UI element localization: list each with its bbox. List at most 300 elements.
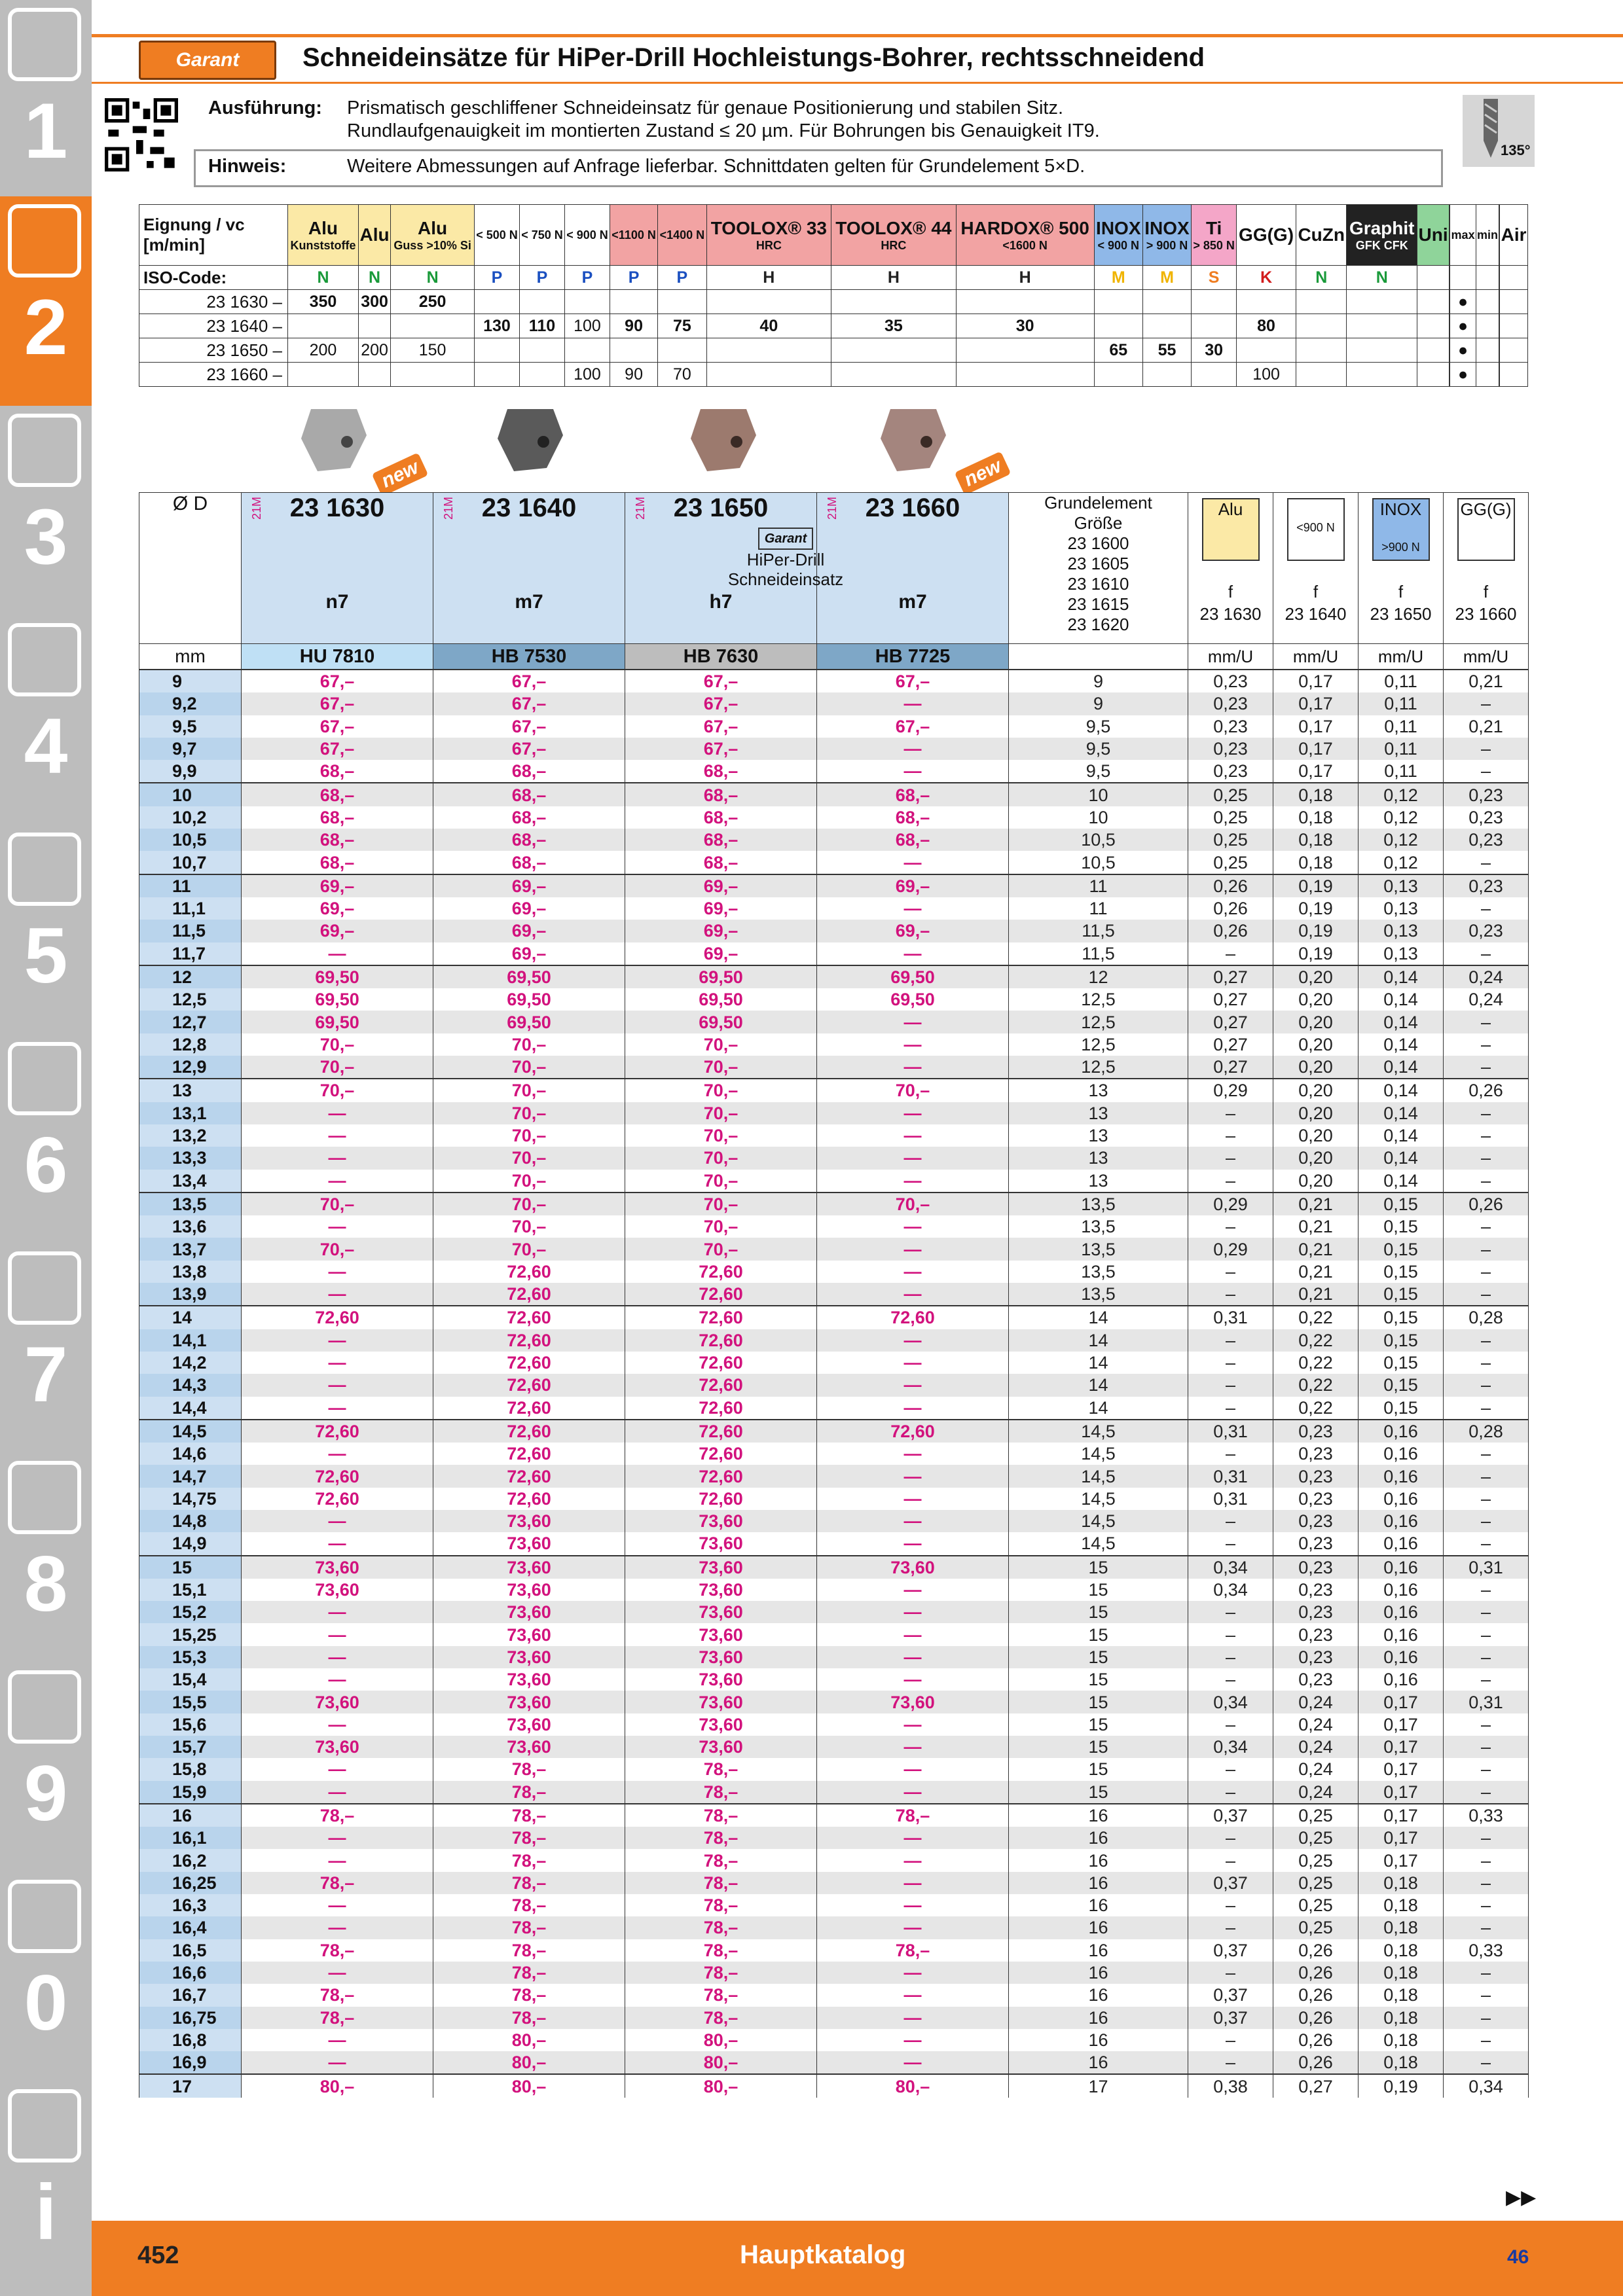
sidebar-chapter-7[interactable]: [0, 1244, 92, 1453]
price-cell: —: [817, 1668, 1009, 1691]
cutting-speed-cell: [519, 338, 564, 363]
cutting-speed-cell: [564, 290, 610, 314]
material-subtitle: < 900 N: [1097, 238, 1140, 252]
table-row: [139, 1488, 1529, 1510]
feed-value-cell: –: [1444, 1238, 1529, 1260]
sidebar-chapter-3[interactable]: [0, 406, 92, 615]
price-cell: 69,50: [242, 965, 433, 988]
feed-value-cell: 0,20: [1273, 1079, 1359, 1102]
price-cell: 78,–: [242, 1872, 433, 1894]
diameter-cell: 13,5: [139, 1193, 242, 1215]
feed-value-cell: 0,27: [1188, 1056, 1273, 1079]
feed-value-cell: 0,17: [1359, 1804, 1444, 1827]
cutting-speed-cell: 40: [706, 314, 831, 338]
feed-article-code: 23 1650: [1370, 604, 1432, 624]
cutting-speed-cell: 100: [564, 314, 610, 338]
cutting-speed-cell: [1094, 290, 1142, 314]
grundelement-size-cell: 13,5: [1009, 1215, 1188, 1238]
price-cell: 72,60: [625, 1465, 817, 1487]
grundelement-size-cell: 16: [1009, 1849, 1188, 1871]
diameter-cell: 13,1: [139, 1102, 242, 1124]
price-cell: —: [817, 1011, 1009, 1033]
table-row: [139, 1465, 1529, 1487]
cutting-speed-cell: [706, 290, 831, 314]
grundelement-size-cell: 17: [1009, 2074, 1188, 2097]
price-cell: 78,–: [433, 1781, 625, 1804]
iso-code-cell: [1476, 266, 1499, 290]
sidebar-chapter-1[interactable]: [0, 0, 92, 209]
sidebar-chapter-6[interactable]: [0, 1034, 92, 1244]
grundelement-size-cell: 14: [1009, 1397, 1188, 1420]
cutting-speed-cell: 75: [658, 314, 706, 338]
sidebar-chapter-i[interactable]: [0, 2081, 92, 2291]
feed-value-cell: –: [1188, 1261, 1273, 1283]
material-subtitle: < 750 N: [521, 228, 563, 242]
iso-code-cell: N: [288, 266, 359, 290]
price-cell: 78,–: [625, 1894, 817, 1916]
feed-value-cell: 0,21: [1273, 1238, 1359, 1260]
cutting-speed-cell: 90: [610, 363, 657, 387]
feed-value-cell: 0,33: [1444, 1939, 1529, 1962]
iso-code-cell: H: [706, 266, 831, 290]
feed-unit: mm/U: [1273, 644, 1359, 670]
cutting-speed-cell: [1500, 338, 1528, 363]
feed-value-cell: 0,16: [1359, 1532, 1444, 1555]
grundelement-size-cell: 9: [1009, 692, 1188, 715]
feed-value-cell: –: [1444, 897, 1529, 920]
table-row: [139, 670, 1529, 692]
diameter-cell: 16,3: [139, 1894, 242, 1916]
feed-value-cell: 0,13: [1359, 897, 1444, 920]
feed-value-cell: 0,16: [1359, 1646, 1444, 1668]
product-table: [139, 492, 1529, 2098]
feed-value-cell: 0,14: [1359, 1011, 1444, 1033]
iso-code-cell: [1450, 266, 1476, 290]
feed-value-cell: 0,23: [1444, 874, 1529, 897]
product-code: 23 1640: [481, 493, 577, 522]
suitability-row: [139, 363, 1528, 387]
diameter-cell: 14,5: [139, 1420, 242, 1443]
price-cell: —: [242, 1623, 433, 1645]
feed-value-cell: 0,27: [1188, 988, 1273, 1011]
price-cell: 72,60: [433, 1261, 625, 1283]
feed-value-cell: 0,23: [1444, 806, 1529, 829]
grundelement-size-cell: 10: [1009, 806, 1188, 829]
cutting-speed-cell: 110: [519, 314, 564, 338]
iso-code-cell: [1500, 266, 1528, 290]
brand-sub-2: Schneideinsatz: [727, 569, 844, 589]
price-cell: —: [242, 1532, 433, 1555]
price-cell: —: [817, 1147, 1009, 1169]
price-cell: 68,–: [433, 829, 625, 851]
feed-value-cell: –: [1444, 1962, 1529, 1984]
price-cell: 80,–: [625, 2074, 817, 2097]
feed-value-cell: 0,23: [1188, 670, 1273, 692]
price-cell: —: [817, 1102, 1009, 1124]
price-cell: 72,60: [433, 1329, 625, 1352]
material-title: TOOLOX® 44: [835, 217, 952, 238]
diameter-cell: 10: [139, 783, 242, 806]
feed-value-cell: 0,17: [1273, 738, 1359, 760]
feed-value-cell: 0,15: [1359, 1193, 1444, 1215]
iso-code-cell: K: [1237, 266, 1296, 290]
price-cell: 72,60: [433, 1283, 625, 1306]
diameter-cell: 15,7: [139, 1736, 242, 1758]
coating-grade-0: HU 7810: [242, 644, 433, 670]
cutting-speed-cell: [1094, 363, 1142, 387]
price-cell: 78,–: [433, 1894, 625, 1916]
table-row: [139, 1261, 1529, 1283]
feed-value-cell: 0,17: [1359, 1713, 1444, 1736]
grundelement-size-cell: 15: [1009, 1623, 1188, 1645]
price-cell: —: [817, 1849, 1009, 1871]
price-cell: —: [817, 1283, 1009, 1306]
feed-value-cell: 0,15: [1359, 1261, 1444, 1283]
feed-value-cell: 0,16: [1359, 1601, 1444, 1623]
feed-material-box: [1287, 498, 1345, 561]
cutting-speed-cell: 55: [1142, 338, 1191, 363]
price-cell: 78,–: [433, 1872, 625, 1894]
grundelement-size-cell: 9,5: [1009, 738, 1188, 760]
price-cell: —: [817, 738, 1009, 760]
diameter-cell: 14,7: [139, 1465, 242, 1487]
feed-value-cell: 0,23: [1273, 1488, 1359, 1510]
feed-value-cell: –: [1444, 1124, 1529, 1147]
feed-value-cell: –: [1188, 1352, 1273, 1374]
feed-value-cell: –: [1444, 1374, 1529, 1396]
diameter-cell: 13,6: [139, 1215, 242, 1238]
feed-value-cell: 0,26: [1188, 920, 1273, 942]
cutting-speed-cell: [1237, 338, 1296, 363]
price-cell: 78,–: [433, 1916, 625, 1939]
table-row: [139, 692, 1529, 715]
price-cell: 68,–: [242, 806, 433, 829]
product-prefix: 21M: [442, 497, 455, 520]
feed-value-cell: 0,21: [1273, 1261, 1359, 1283]
cutting-speed-cell: [1347, 338, 1417, 363]
diameter-cell: 14,6: [139, 1443, 242, 1465]
grundelement-size-cell: 12,5: [1009, 1056, 1188, 1079]
price-cell: 80,–: [625, 2051, 817, 2074]
coating-grade-3: HB 7725: [817, 644, 1009, 670]
diameter-cell: 14,9: [139, 1532, 242, 1555]
diameter-cell: 13,9: [139, 1283, 242, 1306]
grundelement-size-cell: 14: [1009, 1374, 1188, 1396]
table-row: [139, 1374, 1529, 1396]
cutting-speed-cell: ●: [1450, 363, 1476, 387]
price-cell: 70,–: [433, 1102, 625, 1124]
feed-value-cell: 0,24: [1273, 1781, 1359, 1804]
feed-unit: mm/U: [1359, 644, 1444, 670]
coating-grade-1: HB 7530: [433, 644, 625, 670]
feed-value-cell: 0,18: [1359, 1984, 1444, 2006]
price-cell: —: [242, 1849, 433, 1871]
grundelement-size-cell: 14,5: [1009, 1488, 1188, 1510]
feed-value-cell: 0,23: [1273, 1668, 1359, 1691]
insert-image-23-1650: [687, 406, 759, 478]
price-cell: —: [242, 1916, 433, 1939]
feed-value-cell: 0,21: [1273, 1193, 1359, 1215]
feed-value-cell: –: [1188, 1147, 1273, 1169]
cutting-speed-cell: [1192, 290, 1237, 314]
table-row: [139, 874, 1529, 897]
sidebar-chapter-2[interactable]: [0, 196, 92, 406]
cutting-speed-cell: [831, 338, 957, 363]
price-cell: 69,–: [625, 920, 817, 942]
feed-value-cell: 0,37: [1188, 1804, 1273, 1827]
material-header-1: [358, 205, 390, 266]
price-cell: —: [242, 2029, 433, 2051]
sidebar-chapter-9[interactable]: [0, 1662, 92, 1872]
price-cell: 69,50: [433, 965, 625, 988]
product-code: 23 1650: [673, 493, 769, 522]
table-row: [139, 715, 1529, 738]
price-cell: 78,–: [817, 1804, 1009, 1827]
feed-value-cell: 0,25: [1273, 1827, 1359, 1849]
feed-value-cell: 0,12: [1359, 851, 1444, 874]
cutting-speed-cell: [610, 338, 657, 363]
feed-value-cell: –: [1444, 1623, 1529, 1645]
grundelement-size-cell: 13: [1009, 1147, 1188, 1169]
feed-value-cell: –: [1444, 2007, 1529, 2029]
grundelement-size-cell: 15: [1009, 1668, 1188, 1691]
price-cell: 67,–: [433, 738, 625, 760]
price-cell: 72,60: [433, 1488, 625, 1510]
price-cell: 73,60: [625, 1510, 817, 1532]
material-title: INOX: [1096, 217, 1141, 238]
feed-value-cell: 0,23: [1273, 1420, 1359, 1443]
price-cell: 78,–: [433, 2007, 625, 2029]
grundelement-size-cell: 13: [1009, 1102, 1188, 1124]
cutting-speed-cell: [1142, 363, 1191, 387]
diameter-cell: 16,5: [139, 1939, 242, 1962]
price-cell: 69,–: [242, 897, 433, 920]
price-cell: 73,60: [242, 1556, 433, 1579]
suitability-row: [139, 290, 1528, 314]
cutting-speed-cell: [1296, 290, 1347, 314]
table-row: [139, 2007, 1529, 2029]
page-title: Schneideinsätze für HiPer-Drill Hochleistungs-Bohrer, rechtsschneidend: [302, 43, 1205, 72]
feed-value-cell: 0,22: [1273, 1329, 1359, 1352]
grundelement-size-cell: 15: [1009, 1781, 1188, 1804]
price-cell: 73,60: [433, 1736, 625, 1758]
feed-value-cell: –: [1188, 1894, 1273, 1916]
feed-value-cell: –: [1188, 942, 1273, 965]
price-cell: 73,60: [625, 1579, 817, 1601]
feed-value-cell: 0,34: [1188, 1556, 1273, 1579]
feed-value-cell: 0,15: [1359, 1329, 1444, 1352]
cutting-speed-cell: 250: [391, 290, 475, 314]
table-row: [139, 1306, 1529, 1329]
grundelement-line-2: 23 1600: [1067, 533, 1129, 553]
diameter-cell: 16: [139, 1804, 242, 1827]
price-cell: 70,–: [242, 1056, 433, 1079]
material-title: GG(G): [1239, 224, 1294, 245]
article-code: 23 1630 –: [139, 290, 288, 314]
price-cell: 80,–: [433, 2051, 625, 2074]
price-cell: 73,60: [433, 1556, 625, 1579]
feed-material-title: Alu: [1218, 499, 1243, 519]
feed-value-cell: –: [1188, 1283, 1273, 1306]
material-header-17: [1417, 205, 1449, 266]
price-cell: 78,–: [625, 1962, 817, 1984]
chapter-sidebar: [0, 0, 92, 2296]
feed-value-cell: –: [1444, 1510, 1529, 1532]
feed-value-cell: 0,20: [1273, 988, 1359, 1011]
feed-value-cell: 0,17: [1359, 1736, 1444, 1758]
feed-value-cell: –: [1188, 1962, 1273, 1984]
price-cell: 73,60: [625, 1601, 817, 1623]
feed-symbol: f: [1313, 582, 1319, 601]
cutting-speed-cell: 100: [1237, 363, 1296, 387]
feed-value-cell: –: [1444, 1352, 1529, 1374]
feed-value-cell: 0,21: [1444, 715, 1529, 738]
feed-value-cell: 0,15: [1359, 1397, 1444, 1420]
feed-value-cell: –: [1444, 851, 1529, 874]
grundelement-line-3: 23 1605: [1067, 554, 1129, 573]
feed-value-cell: 0,23: [1273, 1532, 1359, 1555]
grundelement-size-cell: 15: [1009, 1736, 1188, 1758]
diameter-cell: 14,8: [139, 1510, 242, 1532]
grundelement-size-cell: 12,5: [1009, 988, 1188, 1011]
price-cell: —: [817, 2051, 1009, 2074]
cutting-speed-cell: [1417, 290, 1449, 314]
price-cell: —: [817, 1238, 1009, 1260]
feed-material-title: GG(G): [1460, 499, 1512, 519]
feed-value-cell: 0,22: [1273, 1306, 1359, 1329]
feed-value-cell: 0,18: [1359, 2007, 1444, 2029]
feed-value-cell: 0,23: [1188, 692, 1273, 715]
price-cell: 78,–: [242, 1804, 433, 1827]
product-prefix: 21M: [634, 497, 647, 520]
feed-value-cell: 0,23: [1444, 783, 1529, 806]
feed-value-cell: 0,23: [1273, 1556, 1359, 1579]
feed-value-cell: –: [1444, 692, 1529, 715]
cutting-speed-cell: 130: [475, 314, 520, 338]
feed-value-cell: 0,28: [1444, 1420, 1529, 1443]
price-cell: —: [817, 1033, 1009, 1056]
diameter-cell: 11,5: [139, 920, 242, 942]
chapter-7-icon: [8, 1251, 81, 1325]
cutting-speed-cell: [658, 338, 706, 363]
garant-logo: Garant: [139, 41, 276, 80]
table-row: [139, 1916, 1529, 1939]
grundelement-spacer: [1009, 644, 1188, 670]
price-cell: —: [817, 1170, 1009, 1193]
grundelement-size-cell: 9,5: [1009, 715, 1188, 738]
feed-value-cell: 0,16: [1359, 1465, 1444, 1487]
material-subtitle: > 850 N: [1193, 238, 1235, 252]
price-cell: 68,–: [817, 829, 1009, 851]
price-cell: 69,50: [817, 965, 1009, 988]
feed-value-cell: 0,15: [1359, 1283, 1444, 1306]
diameter-cell: 14: [139, 1306, 242, 1329]
price-cell: 69,–: [625, 942, 817, 965]
feed-value-cell: 0,25: [1188, 851, 1273, 874]
feed-value-cell: –: [1188, 1713, 1273, 1736]
price-cell: —: [817, 1984, 1009, 2006]
chapter-6-icon: [8, 1042, 81, 1115]
price-cell: 78,–: [817, 1939, 1009, 1962]
material-subtitle: Guss >10% Si: [393, 238, 471, 252]
feed-value-cell: 0,21: [1273, 1283, 1359, 1306]
cutting-speed-cell: [610, 290, 657, 314]
feed-value-cell: 0,12: [1359, 806, 1444, 829]
diameter-cell: 12,7: [139, 1011, 242, 1033]
feed-value-cell: 0,21: [1444, 670, 1529, 692]
price-cell: 70,–: [433, 1170, 625, 1193]
table-row: [139, 806, 1529, 829]
material-title: Air: [1501, 224, 1527, 245]
price-cell: —: [242, 1827, 433, 1849]
diameter-cell: 9,5: [139, 715, 242, 738]
cutting-speed-cell: [288, 363, 359, 387]
price-cell: 73,60: [433, 1713, 625, 1736]
price-cell: 73,60: [242, 1736, 433, 1758]
sidebar-chapter-0[interactable]: [0, 1872, 92, 2081]
table-row: [139, 851, 1529, 874]
price-cell: 69,–: [242, 920, 433, 942]
feed-article-code: 23 1630: [1199, 604, 1262, 624]
feed-value-cell: 0,29: [1188, 1193, 1273, 1215]
material-header-7: [658, 205, 706, 266]
grundelement-size-cell: 15: [1009, 1646, 1188, 1668]
chapter-8-icon: [8, 1461, 81, 1534]
feed-value-cell: –: [1444, 1781, 1529, 1804]
feed-value-cell: 0,18: [1359, 2051, 1444, 2074]
cutting-speed-cell: [1192, 314, 1237, 338]
sidebar-chapter-4[interactable]: [0, 615, 92, 825]
cutting-speed-cell: ●: [1450, 290, 1476, 314]
table-row: [139, 920, 1529, 942]
feed-value-cell: –: [1444, 1443, 1529, 1465]
chapter-1-icon: [8, 8, 81, 81]
table-row: [139, 1397, 1529, 1420]
feed-material-sub: >900 N: [1381, 541, 1420, 554]
sidebar-chapter-5[interactable]: [0, 825, 92, 1034]
diameter-cell: 9,9: [139, 760, 242, 783]
price-cell: 72,60: [625, 1306, 817, 1329]
iso-code-cell: N: [358, 266, 390, 290]
feed-value-cell: 0,16: [1359, 1420, 1444, 1443]
price-cell: 69,50: [433, 988, 625, 1011]
price-cell: —: [242, 1170, 433, 1193]
price-cell: —: [817, 1374, 1009, 1396]
sidebar-chapter-8[interactable]: [0, 1453, 92, 1662]
title-rule: [92, 82, 1623, 84]
price-cell: 78,–: [625, 1939, 817, 1962]
table-row: [139, 2051, 1529, 2074]
feed-value-cell: 0,20: [1273, 965, 1359, 988]
diameter-cell: 16,1: [139, 1827, 242, 1849]
suitability-row: [139, 314, 1528, 338]
price-cell: 73,60: [433, 1579, 625, 1601]
price-cell: 70,–: [433, 1124, 625, 1147]
feed-value-cell: 0,25: [1273, 1916, 1359, 1939]
cutting-speed-cell: [1417, 314, 1449, 338]
feed-value-cell: 0,23: [1188, 738, 1273, 760]
chapter-number: 1: [24, 87, 68, 175]
table-row: [139, 1079, 1529, 1102]
material-subtitle: <1600 N: [1002, 238, 1048, 252]
material-header-12: [1142, 205, 1191, 266]
next-page-arrow-icon[interactable]: ▶▶: [1506, 2187, 1537, 2208]
new-badge-23-1630: new: [372, 452, 429, 497]
price-cell: 68,–: [625, 829, 817, 851]
diameter-cell: 16,25: [139, 1872, 242, 1894]
feed-value-cell: 0,26: [1188, 897, 1273, 920]
material-header-16: [1347, 205, 1417, 266]
